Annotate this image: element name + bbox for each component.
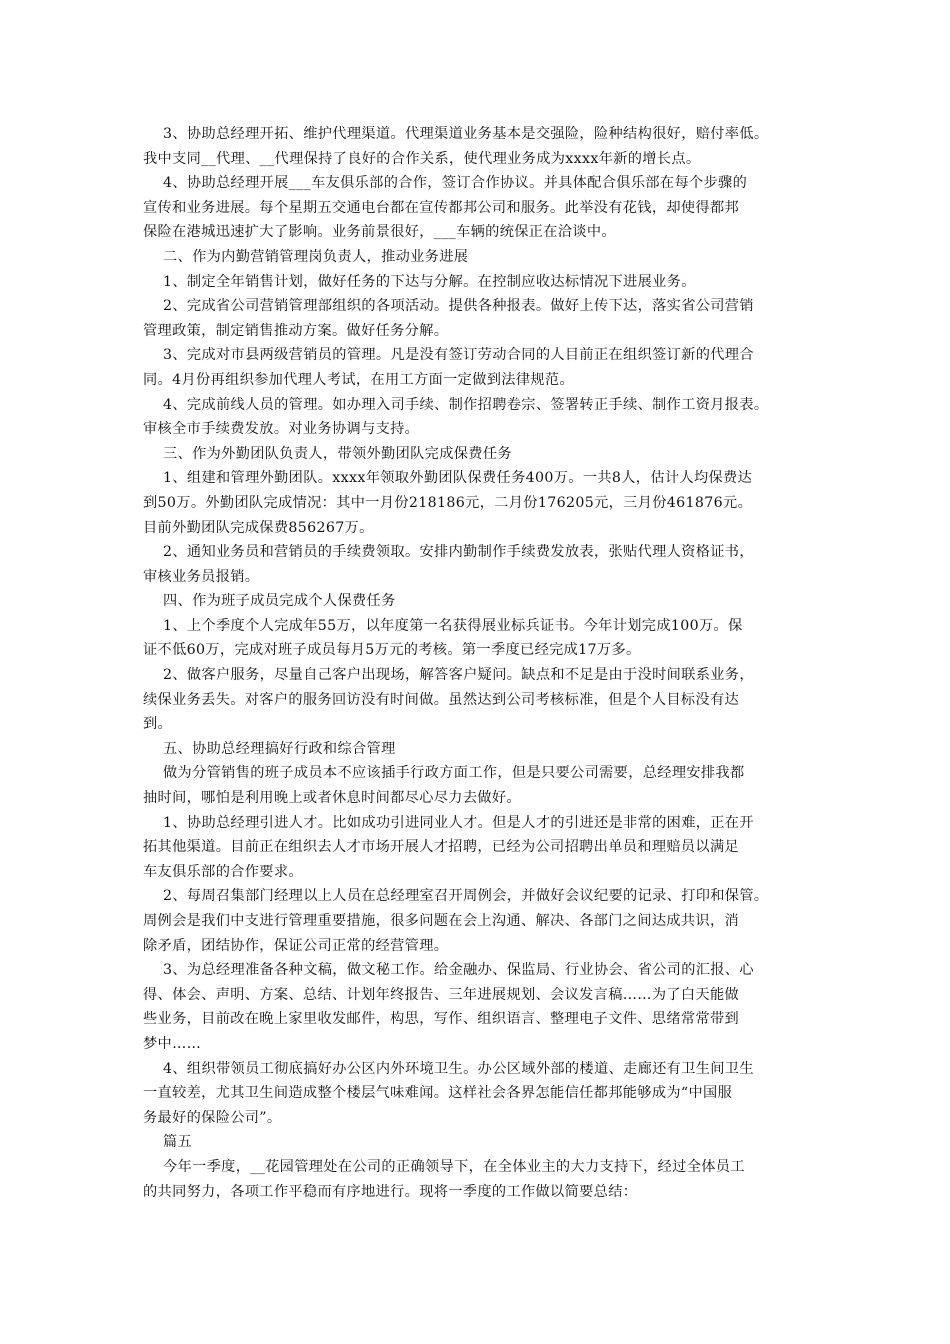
text-line: 4、协助总经理开展___车友俱乐部的合作，签订合作协议。并具体配合俱乐部在每个步骤的 bbox=[163, 175, 748, 192]
text-line: 务最好的保险公司”。 bbox=[143, 1109, 282, 1126]
text-line: 到。 bbox=[143, 716, 173, 733]
text-line: 到50万。外勤团队完成情况：其中一月份218186元，二月份176205元，三月份461876元。 bbox=[143, 494, 753, 511]
document-body bbox=[143, 122, 833, 1204]
text-line: 拓其他渠道。目前正在组织去人才市场开展人才招聘，已经为公司招聘出单员和理赔员以满足 bbox=[143, 839, 740, 856]
text-line: 2、完成省公司营销管理部组织的各项活动。提供各种报表。做好上传下达，落实省公司营销 bbox=[163, 298, 754, 315]
text-line: 同。4月份再组织参加代理人考试，在用工方面一定做到法律规范。 bbox=[143, 371, 574, 388]
text-line: 保险在港城迅速扩大了影响。业务前景很好，___车辆的统保正在洽谈中。 bbox=[143, 224, 616, 241]
text-line: 3、完成对市县两级营销员的管理。凡是没有签订劳动合同的人目前正在组织签订新的代理合 bbox=[163, 347, 754, 364]
text-line: 些业务，目前改在晚上家里收发邮件，构思，写作、组织语言、整理电子文件、思绪常常带到 bbox=[143, 1011, 740, 1028]
text-line: 目前外勤团队完成保费856267万。 bbox=[143, 519, 374, 536]
text-line: 2、通知业务员和营销员的手续费领取。安排内勤制作手续费发放表，张贴代理人资格证书， bbox=[163, 544, 754, 561]
text-line: 审核全市手续费发放。对业务协调与支持。 bbox=[143, 421, 420, 438]
text-line: 四、作为班子成员完成个人保费任务 bbox=[163, 593, 396, 610]
text-line: 1、组建和管理外勤团队。xxxx年领取外勤团队保费任务400万。一共8人，估计人均保费达 bbox=[163, 470, 753, 487]
text-line: 五、协助总经理搞好行政和综合管理 bbox=[163, 740, 396, 757]
text-line: 篇五 bbox=[163, 1134, 193, 1151]
text-line: 得、体会、声明、方案、总结、计划年终报告、三年进展规划、会议发言稿……为了白天能做 bbox=[143, 986, 740, 1003]
text-line: 审核业务员报销。 bbox=[143, 568, 260, 585]
text-line: 做为分管销售的班子成员本不应该插手行政方面工作，但是只要公司需要，总经理安排我都 bbox=[163, 765, 745, 782]
text-line: 3、为总经理准备各种文稿，做文秘工作。给金融办、保监局、行业协会、省公司的汇报、心 bbox=[163, 962, 754, 979]
text-line: 3、协助总经理开拓、维护代理渠道。代理渠道业务基本是交强险，险种结构很好，赔付率低。 bbox=[163, 126, 769, 142]
text-line: 梦中…… bbox=[143, 1035, 202, 1052]
text-line: 续保业务丢失。对客户的服务回访没有时间做。虽然达到公司考核标准，但是个人目标没有达 bbox=[143, 691, 740, 708]
text-line: 三、作为外勤团队负责人，带领外勤团队完成保费任务 bbox=[163, 445, 512, 462]
text-line: 周例会是我们中支进行管理重要措施，很多问题在会上沟通、解决、各部门之间达成共识，消 bbox=[143, 913, 740, 929]
text-line: 车友俱乐部的合作要求。 bbox=[143, 863, 303, 880]
text-line: 4、完成前线人员的管理。如办理入司手续、制作招聘卷宗、签署转正手续、制作工资月报表。 bbox=[163, 396, 769, 413]
text-line: 今年一季度，__花园管理处在公司的正确领导下，在全体业主的大力支持下，经过全体员工 bbox=[163, 1158, 745, 1175]
text-line: 证不低60万，完成对班子成员每月5万元的考核。第一季度已经完成17万多。 bbox=[143, 642, 641, 659]
text-line: 一直较差，尤其卫生间造成整个楼层气味难闻。这样社会各界怎能信任都邦能够成为“中国服 bbox=[143, 1085, 733, 1102]
text-line: 抽时间，哪怕是利用晚上或者休息时间都尽心尽力去做好。 bbox=[143, 790, 521, 807]
text-line: 1、制定全年销售计划，做好任务的下达与分解。在控制应收达标情况下进展业务。 bbox=[163, 273, 696, 290]
text-line: 管理政策，制定销售推动方案。做好任务分解。 bbox=[143, 322, 449, 339]
text-line: 二、作为内勤营销管理岗负责人，推动业务进展 bbox=[163, 248, 469, 265]
text-line: 2、每周召集部门经理以上人员在总经理室召开周例会，并做好会议纪要的记录、打印和保管。 bbox=[163, 888, 769, 905]
text-line: 2、做客户服务，尽量自己客户出现场，解答客户疑问。缺点和不足是由于没时间联系业务， bbox=[163, 667, 754, 684]
text-line: 除矛盾，团结协作，保证公司正常的经营管理。 bbox=[143, 937, 449, 954]
text-line: 1、协助总经理引进人才。比如成功引进同业人才。但是人才的引进还是非常的困难，正在开 bbox=[163, 814, 754, 831]
text-line: 我中支同__代理、__代理保持了良好的合作关系，使代理业务成为xxxx年新的增长点。 bbox=[143, 150, 701, 167]
text-line: 的共同努力，各项工作平稳而有序地进行。现将一季度的工作做以简要总结： bbox=[143, 1183, 638, 1200]
text-line: 1、上个季度个人完成年55万，以年度第一名获得展业标兵证书。今年计划完成100万。保 bbox=[163, 617, 743, 634]
text-line: 宣传和业务进展。每个星期五交通电台都在宣传都邦公司和服务。此举没有花钱，却使得都邦 bbox=[143, 199, 740, 216]
text-line: 4、组织带领员工彻底搞好办公区内外环境卫生。办公区域外部的楼道、走廊还有卫生间卫生 bbox=[163, 1060, 754, 1077]
